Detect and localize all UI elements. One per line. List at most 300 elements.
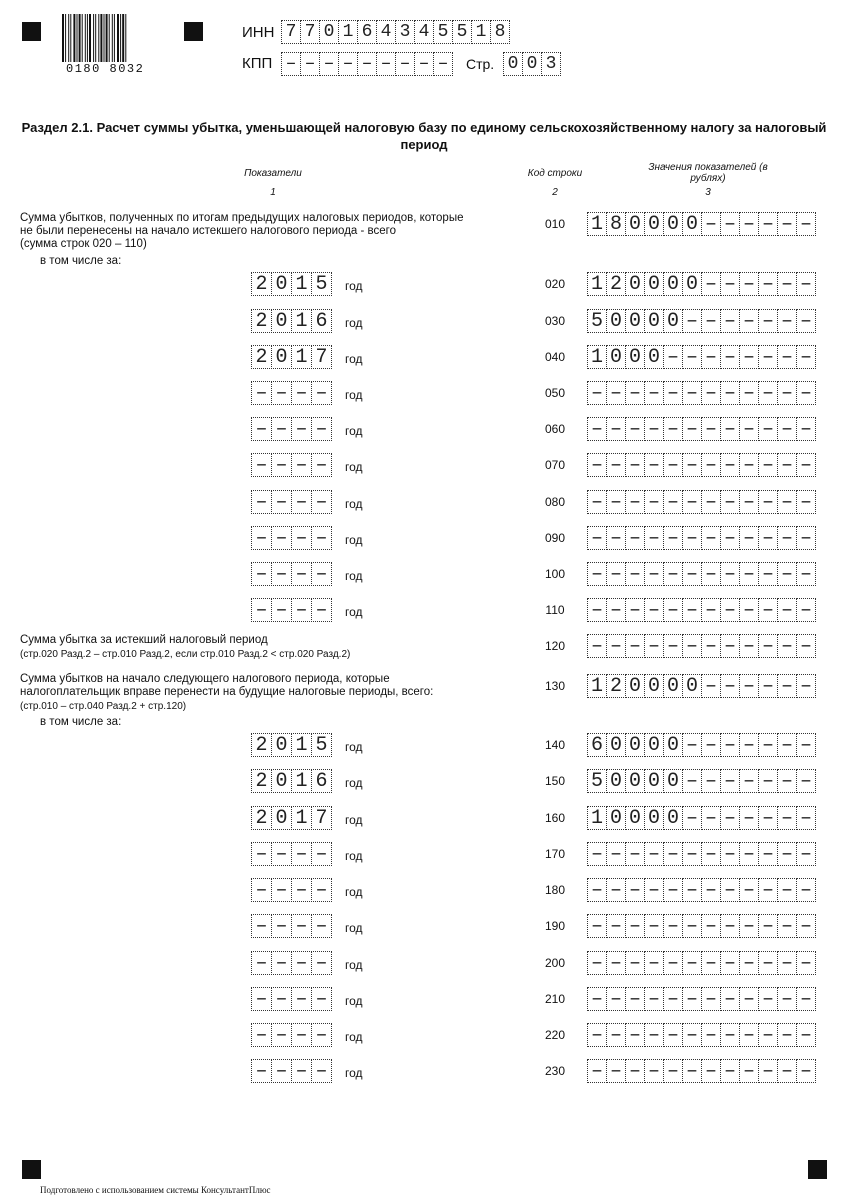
- value-field-160[interactable]: [588, 806, 816, 830]
- inn-cell[interactable]: 7: [281, 20, 301, 44]
- value-field-150[interactable]: [588, 769, 816, 793]
- value-cell[interactable]: –: [720, 914, 740, 938]
- value-cell[interactable]: –: [625, 381, 645, 405]
- value-cell[interactable]: –: [758, 878, 778, 902]
- value-cell[interactable]: –: [701, 417, 721, 441]
- inn-cell[interactable]: 4: [414, 20, 434, 44]
- value-cell[interactable]: –: [739, 806, 759, 830]
- year-cell[interactable]: 7: [311, 345, 332, 369]
- kpp-cell[interactable]: –: [433, 52, 453, 76]
- value-cell[interactable]: –: [777, 417, 797, 441]
- value-cell[interactable]: –: [682, 914, 702, 938]
- value-cell[interactable]: –: [720, 878, 740, 902]
- value-cell[interactable]: –: [682, 769, 702, 793]
- year-cell[interactable]: –: [291, 562, 312, 586]
- value-cell[interactable]: –: [758, 806, 778, 830]
- value-cell[interactable]: 0: [606, 806, 626, 830]
- value-cell[interactable]: –: [663, 842, 683, 866]
- year-cell[interactable]: –: [271, 417, 292, 441]
- value-cell[interactable]: –: [739, 345, 759, 369]
- value-cell[interactable]: –: [796, 381, 816, 405]
- value-cell[interactable]: –: [777, 987, 797, 1011]
- inn-cell[interactable]: 5: [452, 20, 472, 44]
- value-cell[interactable]: 1: [587, 212, 607, 236]
- page-cell[interactable]: 0: [522, 52, 542, 76]
- value-cell[interactable]: –: [663, 878, 683, 902]
- value-cell[interactable]: 0: [644, 674, 664, 698]
- value-cell[interactable]: –: [682, 951, 702, 975]
- value-cell[interactable]: –: [720, 806, 740, 830]
- value-field-060[interactable]: [588, 417, 816, 441]
- year-cell[interactable]: –: [311, 526, 332, 550]
- year-cell[interactable]: –: [271, 526, 292, 550]
- year-cell[interactable]: –: [311, 1023, 332, 1047]
- year-field-050[interactable]: [252, 381, 332, 405]
- value-cell[interactable]: 0: [625, 272, 645, 296]
- value-cell[interactable]: –: [777, 674, 797, 698]
- year-cell[interactable]: –: [251, 526, 272, 550]
- value-cell[interactable]: –: [777, 562, 797, 586]
- value-cell[interactable]: –: [777, 769, 797, 793]
- value-cell[interactable]: –: [625, 417, 645, 441]
- value-cell[interactable]: –: [701, 453, 721, 477]
- value-cell[interactable]: –: [644, 1059, 664, 1083]
- value-cell[interactable]: 8: [606, 212, 626, 236]
- value-cell[interactable]: 0: [625, 309, 645, 333]
- value-field-120[interactable]: [588, 634, 816, 658]
- value-cell[interactable]: 0: [644, 769, 664, 793]
- value-cell[interactable]: –: [758, 674, 778, 698]
- value-cell[interactable]: 5: [587, 769, 607, 793]
- value-field-010[interactable]: [588, 212, 816, 236]
- value-cell[interactable]: –: [682, 878, 702, 902]
- year-cell[interactable]: 2: [251, 733, 272, 757]
- value-cell[interactable]: –: [701, 914, 721, 938]
- year-cell[interactable]: 0: [271, 309, 292, 333]
- year-field-200[interactable]: [252, 951, 332, 975]
- year-cell[interactable]: –: [251, 598, 272, 622]
- year-field-190[interactable]: [252, 914, 332, 938]
- value-cell[interactable]: –: [739, 309, 759, 333]
- value-field-190[interactable]: [588, 914, 816, 938]
- year-cell[interactable]: 2: [251, 272, 272, 296]
- value-cell[interactable]: –: [587, 951, 607, 975]
- year-cell[interactable]: –: [311, 453, 332, 477]
- year-field-150[interactable]: [252, 769, 332, 793]
- kpp-cell[interactable]: –: [357, 52, 377, 76]
- value-cell[interactable]: –: [758, 490, 778, 514]
- year-cell[interactable]: –: [251, 453, 272, 477]
- value-cell[interactable]: 0: [644, 345, 664, 369]
- year-cell[interactable]: –: [291, 1023, 312, 1047]
- value-cell[interactable]: 0: [644, 272, 664, 296]
- year-field-020[interactable]: [252, 272, 332, 296]
- value-cell[interactable]: –: [777, 381, 797, 405]
- year-cell[interactable]: 5: [311, 733, 332, 757]
- year-cell[interactable]: 6: [311, 769, 332, 793]
- value-cell[interactable]: –: [644, 490, 664, 514]
- value-cell[interactable]: –: [644, 914, 664, 938]
- value-cell[interactable]: –: [682, 453, 702, 477]
- value-cell[interactable]: –: [758, 733, 778, 757]
- year-field-170[interactable]: [252, 842, 332, 866]
- value-cell[interactable]: –: [758, 842, 778, 866]
- value-cell[interactable]: –: [644, 381, 664, 405]
- year-cell[interactable]: –: [291, 381, 312, 405]
- value-cell[interactable]: 0: [663, 272, 683, 296]
- value-cell[interactable]: –: [587, 987, 607, 1011]
- value-cell[interactable]: 0: [625, 345, 645, 369]
- value-cell[interactable]: –: [587, 562, 607, 586]
- value-cell[interactable]: –: [625, 951, 645, 975]
- year-cell[interactable]: 1: [291, 733, 312, 757]
- value-cell[interactable]: –: [663, 562, 683, 586]
- year-cell[interactable]: –: [291, 417, 312, 441]
- value-cell[interactable]: –: [682, 562, 702, 586]
- year-cell[interactable]: 1: [291, 769, 312, 793]
- value-cell[interactable]: –: [720, 272, 740, 296]
- year-field-070[interactable]: [252, 453, 332, 477]
- year-cell[interactable]: –: [251, 562, 272, 586]
- value-cell[interactable]: –: [777, 1023, 797, 1047]
- value-cell[interactable]: 0: [644, 212, 664, 236]
- year-field-040[interactable]: [252, 345, 332, 369]
- value-cell[interactable]: –: [777, 951, 797, 975]
- year-field-210[interactable]: [252, 987, 332, 1011]
- value-cell[interactable]: 0: [606, 769, 626, 793]
- year-cell[interactable]: –: [311, 562, 332, 586]
- value-cell[interactable]: –: [739, 1059, 759, 1083]
- value-cell[interactable]: 1: [587, 272, 607, 296]
- year-cell[interactable]: –: [271, 987, 292, 1011]
- value-cell[interactable]: –: [796, 598, 816, 622]
- value-cell[interactable]: –: [701, 634, 721, 658]
- value-cell[interactable]: –: [606, 1059, 626, 1083]
- value-cell[interactable]: –: [644, 634, 664, 658]
- value-cell[interactable]: –: [644, 598, 664, 622]
- year-cell[interactable]: –: [291, 878, 312, 902]
- value-cell[interactable]: –: [777, 309, 797, 333]
- value-cell[interactable]: –: [587, 526, 607, 550]
- year-cell[interactable]: 0: [271, 272, 292, 296]
- value-cell[interactable]: 0: [644, 806, 664, 830]
- value-cell[interactable]: –: [758, 309, 778, 333]
- value-cell[interactable]: –: [777, 272, 797, 296]
- value-cell[interactable]: –: [701, 381, 721, 405]
- value-field-130[interactable]: [588, 674, 816, 698]
- value-cell[interactable]: –: [739, 674, 759, 698]
- value-cell[interactable]: –: [701, 272, 721, 296]
- value-cell[interactable]: 0: [682, 272, 702, 296]
- year-field-220[interactable]: [252, 1023, 332, 1047]
- value-cell[interactable]: 0: [663, 806, 683, 830]
- year-cell[interactable]: 1: [291, 806, 312, 830]
- value-cell[interactable]: –: [777, 733, 797, 757]
- value-cell[interactable]: –: [625, 842, 645, 866]
- inn-cell[interactable]: 4: [376, 20, 396, 44]
- value-cell[interactable]: –: [720, 345, 740, 369]
- year-cell[interactable]: –: [291, 987, 312, 1011]
- value-cell[interactable]: –: [625, 634, 645, 658]
- value-cell[interactable]: 0: [663, 769, 683, 793]
- value-cell[interactable]: –: [625, 1059, 645, 1083]
- year-cell[interactable]: 0: [271, 769, 292, 793]
- value-cell[interactable]: 0: [663, 212, 683, 236]
- value-cell[interactable]: –: [796, 417, 816, 441]
- value-cell[interactable]: –: [758, 951, 778, 975]
- value-cell[interactable]: –: [587, 1059, 607, 1083]
- value-cell[interactable]: 0: [682, 212, 702, 236]
- value-cell[interactable]: –: [758, 598, 778, 622]
- value-cell[interactable]: –: [606, 914, 626, 938]
- value-cell[interactable]: –: [587, 490, 607, 514]
- value-cell[interactable]: –: [644, 526, 664, 550]
- value-field-180[interactable]: [588, 878, 816, 902]
- year-cell[interactable]: –: [251, 878, 272, 902]
- year-cell[interactable]: –: [291, 842, 312, 866]
- value-cell[interactable]: –: [606, 417, 626, 441]
- value-cell[interactable]: –: [663, 634, 683, 658]
- value-cell[interactable]: –: [663, 914, 683, 938]
- kpp-cell[interactable]: –: [300, 52, 320, 76]
- value-cell[interactable]: –: [625, 526, 645, 550]
- value-cell[interactable]: –: [587, 381, 607, 405]
- value-cell[interactable]: 0: [644, 309, 664, 333]
- value-field-210[interactable]: [588, 987, 816, 1011]
- value-cell[interactable]: –: [644, 951, 664, 975]
- value-cell[interactable]: –: [758, 526, 778, 550]
- value-cell[interactable]: –: [663, 987, 683, 1011]
- value-cell[interactable]: –: [587, 914, 607, 938]
- year-cell[interactable]: 2: [251, 806, 272, 830]
- year-cell[interactable]: 1: [291, 309, 312, 333]
- kpp-cell[interactable]: –: [414, 52, 434, 76]
- value-cell[interactable]: –: [682, 417, 702, 441]
- value-cell[interactable]: –: [739, 598, 759, 622]
- value-cell[interactable]: –: [777, 453, 797, 477]
- year-cell[interactable]: –: [311, 987, 332, 1011]
- value-cell[interactable]: –: [796, 987, 816, 1011]
- value-cell[interactable]: –: [663, 453, 683, 477]
- value-cell[interactable]: –: [758, 381, 778, 405]
- year-cell[interactable]: –: [271, 878, 292, 902]
- value-cell[interactable]: –: [701, 1059, 721, 1083]
- value-cell[interactable]: –: [587, 842, 607, 866]
- value-cell[interactable]: –: [739, 562, 759, 586]
- inn-cell[interactable]: 1: [471, 20, 491, 44]
- year-cell[interactable]: 0: [271, 806, 292, 830]
- value-cell[interactable]: –: [758, 769, 778, 793]
- value-cell[interactable]: 1: [587, 806, 607, 830]
- kpp-cell[interactable]: –: [281, 52, 301, 76]
- year-cell[interactable]: 7: [311, 806, 332, 830]
- value-cell[interactable]: –: [701, 212, 721, 236]
- value-cell[interactable]: –: [644, 417, 664, 441]
- kpp-cell[interactable]: –: [338, 52, 358, 76]
- inn-cell[interactable]: 3: [395, 20, 415, 44]
- inn-cell[interactable]: 7: [300, 20, 320, 44]
- value-cell[interactable]: –: [701, 987, 721, 1011]
- kpp-cell[interactable]: –: [319, 52, 339, 76]
- year-cell[interactable]: 2: [251, 345, 272, 369]
- value-cell[interactable]: –: [796, 272, 816, 296]
- value-cell[interactable]: –: [606, 951, 626, 975]
- value-cell[interactable]: 0: [606, 309, 626, 333]
- value-cell[interactable]: –: [663, 381, 683, 405]
- value-cell[interactable]: –: [606, 598, 626, 622]
- kpp-cell[interactable]: –: [395, 52, 415, 76]
- value-cell[interactable]: –: [739, 914, 759, 938]
- value-cell[interactable]: –: [701, 878, 721, 902]
- value-cell[interactable]: –: [701, 951, 721, 975]
- value-cell[interactable]: –: [682, 634, 702, 658]
- value-cell[interactable]: 2: [606, 272, 626, 296]
- year-cell[interactable]: –: [311, 417, 332, 441]
- value-cell[interactable]: –: [758, 914, 778, 938]
- value-cell[interactable]: –: [720, 381, 740, 405]
- value-cell[interactable]: –: [606, 562, 626, 586]
- value-cell[interactable]: –: [739, 212, 759, 236]
- value-cell[interactable]: –: [625, 878, 645, 902]
- year-cell[interactable]: –: [291, 1059, 312, 1083]
- value-cell[interactable]: –: [758, 562, 778, 586]
- value-field-110[interactable]: [588, 598, 816, 622]
- value-cell[interactable]: –: [777, 878, 797, 902]
- year-cell[interactable]: 2: [251, 309, 272, 333]
- value-cell[interactable]: –: [796, 806, 816, 830]
- value-cell[interactable]: –: [720, 842, 740, 866]
- value-cell[interactable]: –: [796, 878, 816, 902]
- value-cell[interactable]: –: [606, 987, 626, 1011]
- value-cell[interactable]: –: [682, 806, 702, 830]
- year-cell[interactable]: –: [291, 526, 312, 550]
- value-cell[interactable]: –: [682, 309, 702, 333]
- value-cell[interactable]: 0: [663, 674, 683, 698]
- value-cell[interactable]: –: [777, 598, 797, 622]
- inn-cell[interactable]: 1: [338, 20, 358, 44]
- value-cell[interactable]: –: [682, 1059, 702, 1083]
- value-field-140[interactable]: [588, 733, 816, 757]
- year-cell[interactable]: –: [251, 1023, 272, 1047]
- value-field-220[interactable]: [588, 1023, 816, 1047]
- value-cell[interactable]: –: [720, 674, 740, 698]
- year-field-140[interactable]: [252, 733, 332, 757]
- inn-cell[interactable]: 5: [433, 20, 453, 44]
- value-cell[interactable]: 6: [587, 733, 607, 757]
- value-field-170[interactable]: [588, 842, 816, 866]
- page-cell[interactable]: 0: [503, 52, 523, 76]
- value-cell[interactable]: –: [739, 453, 759, 477]
- inn-cell[interactable]: 6: [357, 20, 377, 44]
- value-cell[interactable]: –: [720, 453, 740, 477]
- value-cell[interactable]: –: [644, 1023, 664, 1047]
- value-cell[interactable]: –: [796, 769, 816, 793]
- value-field-050[interactable]: [588, 381, 816, 405]
- value-cell[interactable]: –: [587, 417, 607, 441]
- value-cell[interactable]: –: [606, 490, 626, 514]
- value-cell[interactable]: –: [758, 1023, 778, 1047]
- year-cell[interactable]: 0: [271, 733, 292, 757]
- year-cell[interactable]: –: [251, 914, 272, 938]
- year-field-030[interactable]: [252, 309, 332, 333]
- value-cell[interactable]: –: [758, 417, 778, 441]
- value-cell[interactable]: –: [587, 1023, 607, 1047]
- value-cell[interactable]: –: [796, 1059, 816, 1083]
- value-cell[interactable]: –: [606, 381, 626, 405]
- value-cell[interactable]: –: [701, 490, 721, 514]
- value-cell[interactable]: –: [720, 526, 740, 550]
- value-field-070[interactable]: [588, 453, 816, 477]
- year-cell[interactable]: –: [271, 453, 292, 477]
- value-cell[interactable]: –: [701, 806, 721, 830]
- value-field-020[interactable]: [588, 272, 816, 296]
- value-cell[interactable]: –: [625, 1023, 645, 1047]
- value-cell[interactable]: –: [796, 951, 816, 975]
- value-cell[interactable]: 0: [625, 769, 645, 793]
- value-cell[interactable]: –: [758, 634, 778, 658]
- year-cell[interactable]: –: [271, 381, 292, 405]
- value-cell[interactable]: –: [682, 1023, 702, 1047]
- value-cell[interactable]: –: [663, 598, 683, 622]
- value-cell[interactable]: –: [720, 598, 740, 622]
- value-cell[interactable]: –: [625, 598, 645, 622]
- year-field-160[interactable]: [252, 806, 332, 830]
- value-cell[interactable]: –: [720, 212, 740, 236]
- value-cell[interactable]: –: [644, 453, 664, 477]
- year-cell[interactable]: 1: [291, 345, 312, 369]
- year-cell[interactable]: –: [311, 878, 332, 902]
- value-cell[interactable]: –: [644, 842, 664, 866]
- value-cell[interactable]: –: [777, 634, 797, 658]
- year-cell[interactable]: –: [291, 453, 312, 477]
- value-cell[interactable]: 0: [682, 674, 702, 698]
- value-cell[interactable]: –: [663, 526, 683, 550]
- year-cell[interactable]: –: [311, 490, 332, 514]
- value-cell[interactable]: 0: [663, 309, 683, 333]
- year-cell[interactable]: –: [251, 951, 272, 975]
- value-cell[interactable]: –: [682, 381, 702, 405]
- year-cell[interactable]: –: [251, 842, 272, 866]
- value-cell[interactable]: –: [739, 526, 759, 550]
- value-cell[interactable]: –: [587, 878, 607, 902]
- value-cell[interactable]: –: [739, 842, 759, 866]
- value-cell[interactable]: –: [625, 453, 645, 477]
- value-cell[interactable]: –: [682, 526, 702, 550]
- value-cell[interactable]: –: [739, 272, 759, 296]
- year-cell[interactable]: 6: [311, 309, 332, 333]
- value-cell[interactable]: –: [625, 562, 645, 586]
- year-field-110[interactable]: [252, 598, 332, 622]
- year-cell[interactable]: –: [291, 951, 312, 975]
- year-cell[interactable]: –: [291, 914, 312, 938]
- value-cell[interactable]: –: [587, 453, 607, 477]
- value-cell[interactable]: –: [606, 634, 626, 658]
- value-cell[interactable]: –: [777, 914, 797, 938]
- value-cell[interactable]: –: [758, 212, 778, 236]
- year-cell[interactable]: –: [311, 914, 332, 938]
- value-cell[interactable]: –: [701, 674, 721, 698]
- value-cell[interactable]: –: [777, 345, 797, 369]
- value-cell[interactable]: –: [701, 526, 721, 550]
- year-field-090[interactable]: [252, 526, 332, 550]
- value-cell[interactable]: –: [758, 453, 778, 477]
- value-cell[interactable]: –: [644, 562, 664, 586]
- value-cell[interactable]: –: [682, 490, 702, 514]
- value-cell[interactable]: –: [701, 345, 721, 369]
- year-cell[interactable]: 0: [271, 345, 292, 369]
- value-cell[interactable]: –: [739, 1023, 759, 1047]
- value-cell[interactable]: –: [701, 1023, 721, 1047]
